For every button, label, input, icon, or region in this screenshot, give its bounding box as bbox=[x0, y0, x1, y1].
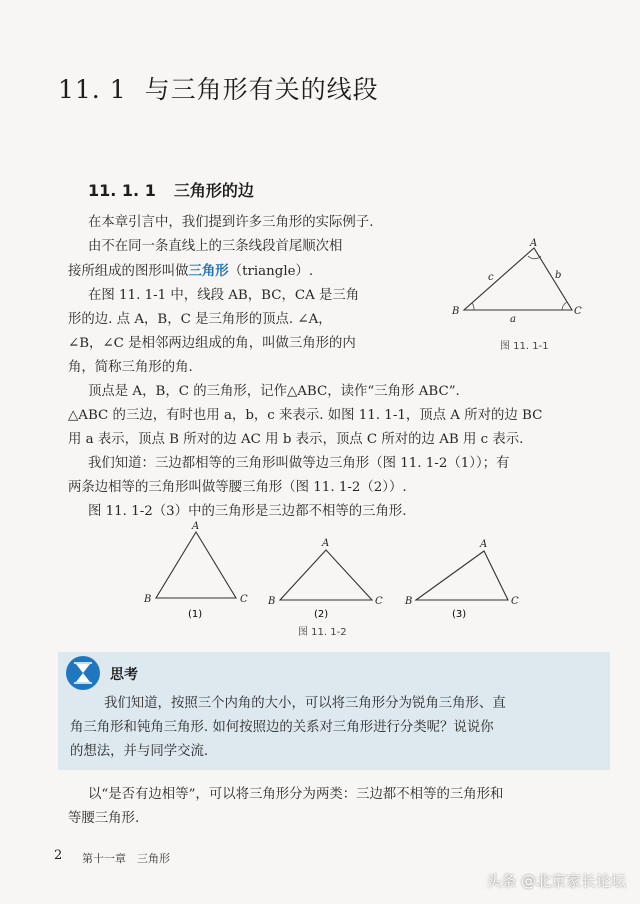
paragraph-line: 两条边相等的三角形叫做等腰三角形（图 11. 1-2（2））. bbox=[68, 480, 407, 495]
figure-caption: 图 11. 1-2 bbox=[298, 627, 347, 638]
think-text-line: 我们知道，按照三个内角的大小，可以将三角形分为锐角三角形、直 bbox=[104, 696, 506, 711]
section-title bbox=[58, 70, 379, 106]
vertex-label-b: B bbox=[452, 306, 460, 317]
vertex-label-b: B bbox=[405, 596, 413, 607]
vertex-label-c: C bbox=[574, 306, 582, 317]
paragraph-line: △ABC 的三边，有时也用 a，b，c 来表示. 如图 11. 1-1，顶点 A 所对的边 BC bbox=[68, 408, 543, 423]
figure-11-1-1 bbox=[444, 236, 594, 346]
vertex-label-c: C bbox=[375, 596, 383, 607]
term-triangle: 三角形 bbox=[188, 263, 229, 279]
vertex-label-a: A bbox=[530, 238, 538, 249]
watermark: 头条 @北京家长论坛 bbox=[486, 872, 626, 890]
section-number: 11. 1 bbox=[58, 75, 127, 104]
paragraph-line: 用 a 表示，顶点 B 所对的边 AC 用 b 表示，顶点 C 所对的边 AB 用 c 表示. bbox=[68, 432, 524, 447]
think-text-line: 角三角形和钝角三角形. 如何按照边的关系对三角形进行分类呢？说说你 bbox=[70, 720, 494, 735]
hourglass-icon bbox=[66, 656, 100, 690]
think-text-line: 的想法，并与同学交流. bbox=[70, 744, 209, 759]
angle-b-arc bbox=[472, 303, 474, 310]
page-number: 2 bbox=[54, 848, 63, 863]
vertex-label-c: C bbox=[511, 596, 519, 607]
scalene-triangle bbox=[416, 551, 508, 600]
vertex-label-a: A bbox=[480, 539, 488, 550]
side-label-a: a bbox=[510, 314, 516, 325]
side-label-c: c bbox=[488, 272, 494, 283]
figure-11-1-2 bbox=[138, 518, 528, 622]
paragraph-line: 形的边. 点 A，B，C 是三角形的顶点. ∠A， bbox=[68, 312, 332, 327]
paragraph-text: 接所组成的图形叫做 bbox=[68, 264, 189, 279]
paragraph-line: 顶点是 A，B，C 的三角形，记作△ABC，读作“三角形 ABC”. bbox=[88, 384, 460, 399]
subsection-title bbox=[88, 178, 254, 201]
vertex-label-b: B bbox=[268, 596, 276, 607]
paragraph-line: 我们知道：三边都相等的三角形叫做等边三角形（图 11. 1-2（1））；有 bbox=[88, 456, 510, 471]
figure-caption: 图 11. 1-1 bbox=[500, 341, 549, 352]
vertex-label-b: B bbox=[144, 594, 152, 605]
paragraph-line: 在图 11. 1-1 中，线段 AB，BC，CA 是三角 bbox=[88, 288, 360, 303]
paragraph-line: 等腰三角形. bbox=[68, 811, 140, 826]
sub-label-1: (1) bbox=[188, 609, 203, 620]
vertex-label-c: C bbox=[240, 594, 248, 605]
sub-label-2: (2) bbox=[314, 609, 329, 620]
vertex-label-a: A bbox=[322, 538, 330, 549]
paragraph-line bbox=[68, 260, 313, 283]
paragraph-line: 图 11. 1-2（3）中的三角形是三边都不相等的三角形. bbox=[88, 504, 407, 519]
paragraph-text: （triangle）. bbox=[228, 264, 314, 279]
paragraph-line: 由不在同一条直线上的三条线段首尾顺次相 bbox=[88, 239, 343, 254]
think-icon bbox=[66, 656, 100, 690]
think-title: 思考 bbox=[110, 667, 138, 683]
paragraph-line: 以“是否有边相等”，可以将三角形分为两类：三边都不相等的三角形和 bbox=[88, 787, 504, 802]
sub-label-3: (3) bbox=[452, 609, 467, 620]
subsection-number: 11. 1. 1 bbox=[88, 181, 156, 200]
vertex-label-a: A bbox=[192, 521, 200, 532]
paragraph-line: 在本章引言中，我们提到许多三角形的实际例子. bbox=[88, 215, 374, 230]
paragraph-line: ∠B，∠C 是相邻两边组成的角，叫做三角形的内 bbox=[68, 336, 356, 351]
chapter-footer: 第十一章 三角形 bbox=[82, 852, 170, 865]
isosceles-triangle bbox=[280, 550, 372, 600]
equilateral-triangle bbox=[156, 532, 236, 598]
subsection-title-text: 三角形的边 bbox=[173, 181, 254, 200]
side-label-b: b bbox=[555, 270, 562, 281]
paragraph-line: 角，简称三角形的角. bbox=[68, 360, 193, 375]
angle-c-arc bbox=[562, 302, 567, 310]
section-title-text: 与三角形有关的线段 bbox=[144, 75, 379, 104]
